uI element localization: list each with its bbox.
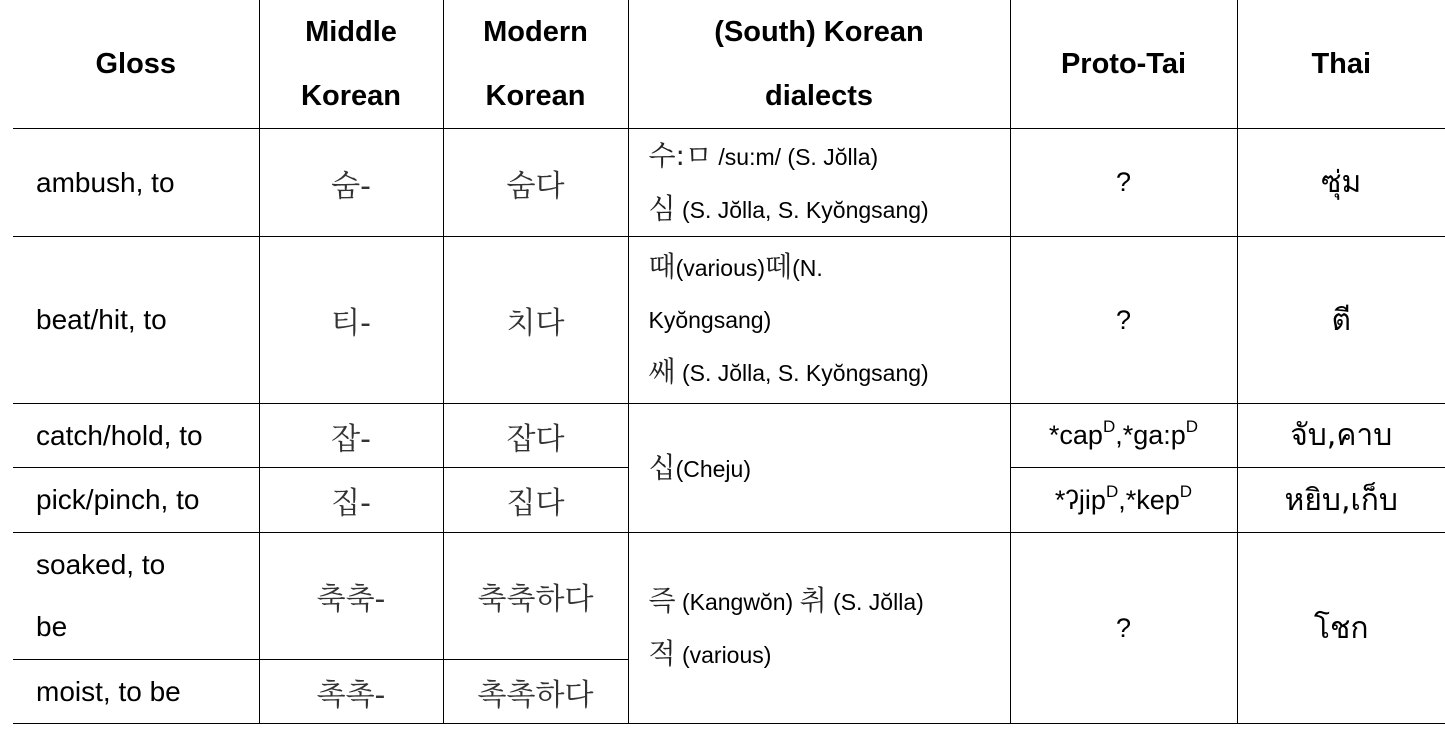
modern-korean-cell: 치다: [443, 237, 628, 404]
thai-cell-merged: โชก: [1237, 533, 1445, 724]
table-row: [13, 404, 1445, 468]
dialects-cell-merged: 즉 (Kangwŏn) 취 (S. Jŏlla) 적 (various): [628, 533, 1010, 724]
header-thai: Thai: [1237, 0, 1445, 129]
proto-tai-cell: ?: [1010, 237, 1237, 404]
table-row: [13, 129, 1445, 237]
proto-tai-cell-merged: ?: [1010, 533, 1237, 724]
modern-korean-cell: 집다: [443, 468, 628, 533]
middle-korean-cell: 촉촉-: [259, 660, 443, 724]
proto-tai-cell: ?: [1010, 129, 1237, 237]
modern-korean-cell: 잡다: [443, 404, 628, 468]
modern-korean-cell: 축축하다: [443, 533, 628, 660]
thai-cell: ซุ่ม: [1237, 129, 1445, 237]
gloss-cell: catch/hold, to: [13, 404, 259, 468]
dialects-cell: 때(various)떼(N. Kyŏngsang) 쌔 (S. Jŏlla, S. Kyŏngsang): [628, 237, 1010, 404]
proto-tai-cell: *ʔjip$^D$,*kep$^D$: [1010, 468, 1237, 533]
dialects-cell-merged: 십(Cheju): [628, 404, 1010, 533]
gloss-cell: moist, to be: [13, 660, 259, 724]
gloss-cell: soaked, to be: [13, 533, 259, 660]
header-modern-korean: Modern Korean: [443, 0, 628, 129]
table-row: [13, 237, 1445, 404]
middle-korean-cell: 축축-: [259, 533, 443, 660]
middle-korean-cell: 집-: [259, 468, 443, 533]
header-proto-tai: Proto-Tai: [1010, 0, 1237, 129]
thai-cell: จับ,คาบ: [1237, 404, 1445, 468]
header-row: [13, 0, 1445, 129]
dialects-cell: 수:ㅁ /su:m/ (S. Jŏlla) 심 (S. Jŏlla, S. Kyŏngsang): [628, 129, 1010, 237]
header-middle-korean: Middle Korean: [259, 0, 443, 129]
thai-cell: ตี: [1237, 237, 1445, 404]
gloss-cell: ambush, to: [13, 129, 259, 237]
table-row: [13, 533, 1445, 660]
header-gloss: Gloss: [13, 0, 259, 129]
cognate-table: [13, 0, 1445, 724]
gloss-cell: pick/pinch, to: [13, 468, 259, 533]
modern-korean-cell: 숨다: [443, 129, 628, 237]
table-container: [13, 0, 1445, 724]
middle-korean-cell: 티-: [259, 237, 443, 404]
modern-korean-cell: 촉촉하다: [443, 660, 628, 724]
thai-cell: หยิบ,เก็บ: [1237, 468, 1445, 533]
middle-korean-cell: 잡-: [259, 404, 443, 468]
middle-korean-cell: 숨-: [259, 129, 443, 237]
proto-tai-cell: $*cap^D,*ga:p^D$: [1010, 404, 1237, 468]
header-dialects: (South) Korean dialects: [628, 0, 1010, 129]
gloss-cell: beat/hit, to: [13, 237, 259, 404]
